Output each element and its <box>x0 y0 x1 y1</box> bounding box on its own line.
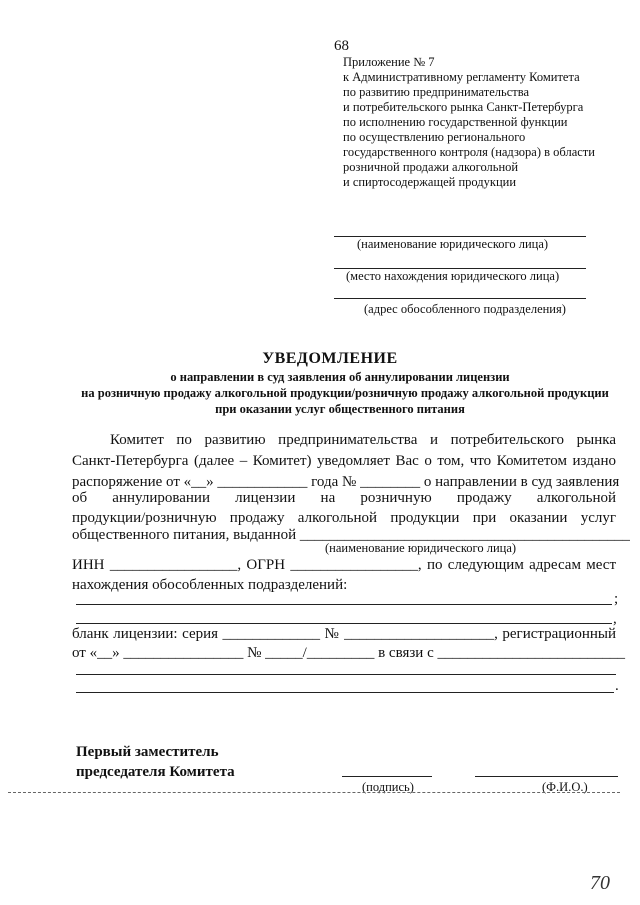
notice-title: УВЕДОМЛЕНИЕ <box>262 350 398 367</box>
addressee-branch-caption: (адрес обособленного подразделения) <box>364 302 566 316</box>
period: . <box>615 678 619 694</box>
appendix-line: к Административному регламенту Комитета <box>343 70 580 84</box>
semicolon: ; <box>614 591 619 607</box>
notice-subtitle-2: на розничную продажу алкогольной продукции/розничную продажу алкогольной продукции <box>81 386 609 400</box>
name-line[interactable] <box>475 776 618 777</box>
body-line: бланк лицензии: серия _____________ № ____________________, регистрационный <box>72 626 616 642</box>
appendix-title: Приложение № 7 <box>343 55 435 69</box>
notice-subtitle-1: о направлении в суд заявления об аннулировании лицензии <box>170 370 510 384</box>
appendix-line: и спиртосодержащей продукции <box>343 175 517 189</box>
body-line: общественного питания, выданной ____________________________________________ <box>72 527 630 543</box>
appendix-line: и потребительского рынка Санкт-Петербурга <box>343 100 584 114</box>
addressee-branch-line[interactable] <box>334 298 586 299</box>
comma: , <box>613 611 617 627</box>
body-line: от «__» ________________ № _____/_________ в связи с _________________________ <box>72 645 625 661</box>
handwritten-page-number: 70 <box>590 872 610 894</box>
name-caption: (Ф.И.О.) <box>542 780 588 794</box>
body-line: распоряжение от «__» ____________ года № ________ о направлении в суд заявления <box>72 474 620 490</box>
addressee-name-caption: (наименование юридического лица) <box>357 237 549 251</box>
legal-entity-caption: (наименование юридического лица) <box>325 541 517 555</box>
signature-caption: (подпись) <box>362 780 414 794</box>
scan-artifact-line <box>8 792 620 793</box>
body-line: нахождения обособленных подразделений: <box>72 577 348 593</box>
addressee-location-caption: (место нахождения юридического лица) <box>346 269 560 283</box>
signatory-role-1: Первый заместитель <box>76 744 219 760</box>
signature-line[interactable] <box>342 776 432 777</box>
reason-line-2[interactable] <box>76 692 614 693</box>
appendix-line: розничной продажи алкогольной <box>343 160 519 174</box>
notice-subtitle-3: при оказании услуг общественного питания <box>215 402 465 416</box>
body-line: Санкт-Петербурга (далее – Комитет) уведомляет Вас о том, что Комитетом издано <box>72 453 616 469</box>
signatory-role-2: председателя Комитета <box>76 764 235 780</box>
appendix-line: по осуществлению регионального <box>343 130 526 144</box>
body-line: продукции/розничную продажу алкогольной продукции при оказании услуг <box>72 510 616 526</box>
address-line-1[interactable] <box>76 604 612 605</box>
body-line: Комитет по развитию предпринимательства и потребительского рынка <box>110 432 616 448</box>
body-line: об аннулировании лицензии на розничную продажу алкогольной <box>72 490 616 506</box>
appendix-line: государственного контроля (надзора) в области <box>343 145 595 159</box>
reason-line-1[interactable] <box>76 674 616 675</box>
page-number: 68 <box>334 38 349 54</box>
body-line: ИНН _________________, ОГРН _________________, по следующим адресам мест <box>72 557 616 573</box>
appendix-line: по исполнению государственной функции <box>343 115 568 129</box>
appendix-line: по развитию предпринимательства <box>343 85 529 99</box>
address-line-2[interactable] <box>76 623 612 624</box>
